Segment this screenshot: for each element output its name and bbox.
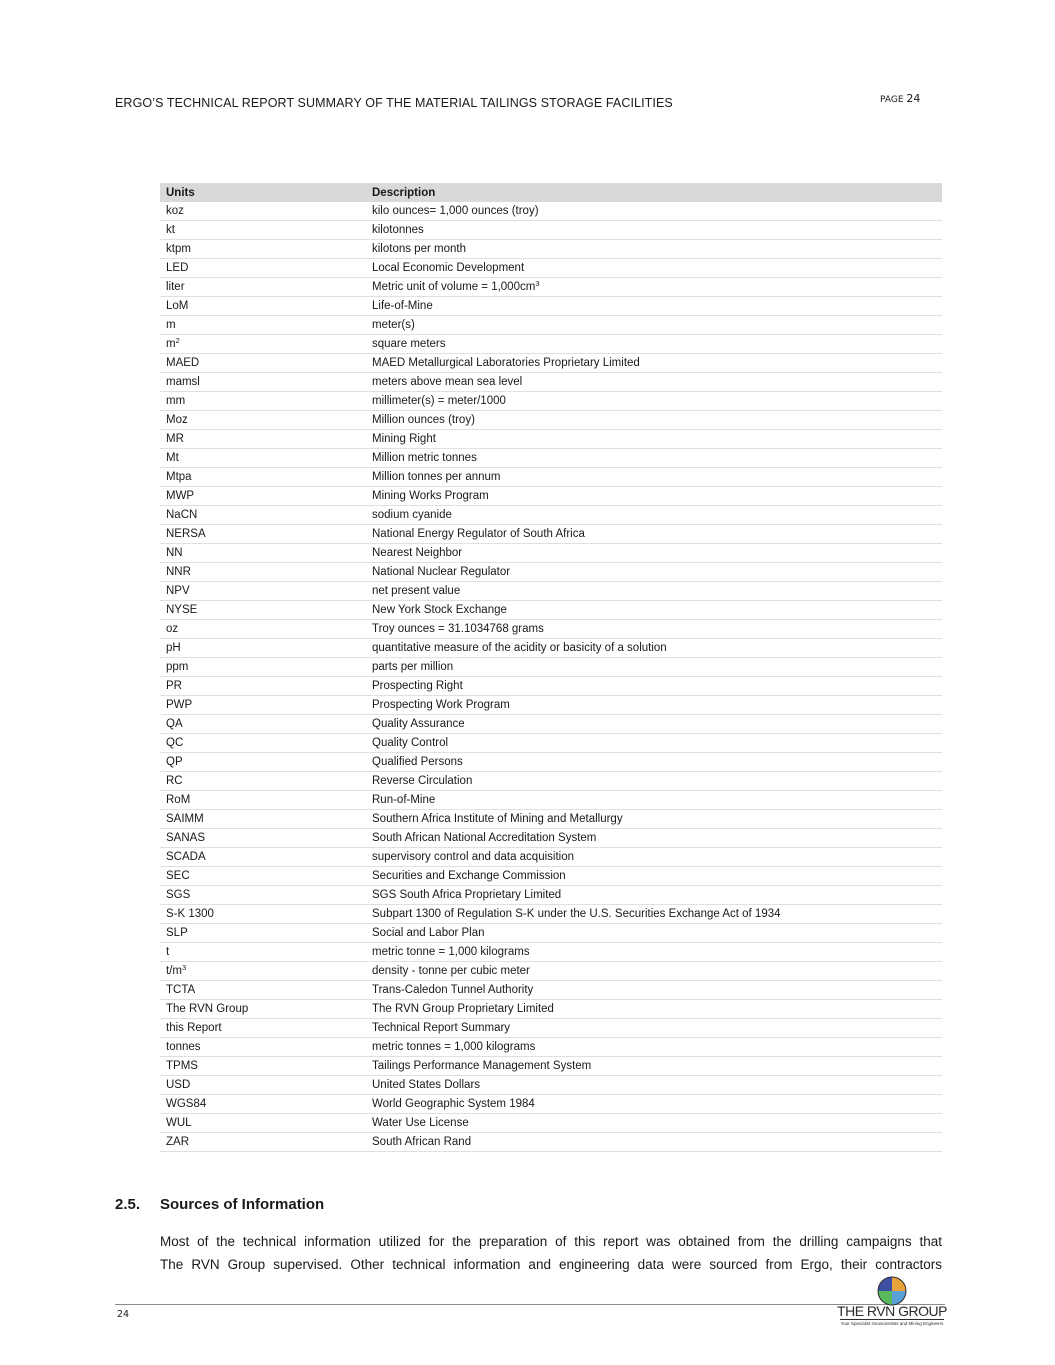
unit-cell [160,335,366,354]
unit-text: koz [166,205,184,217]
table-row [160,791,942,810]
description-cell [366,1114,942,1133]
units-table-body [160,202,942,1152]
description-cell [366,1095,942,1114]
description-text: SGS South Africa Proprietary Limited [372,889,562,901]
description-text: Trans-Caledon Tunnel Authority [372,984,534,996]
unit-cell [160,753,366,772]
footer-page-number: 24 [117,1309,130,1320]
table-row [160,582,942,601]
description-cell [366,506,942,525]
description-text: meter(s) [372,319,415,331]
footer-divider [115,1304,945,1305]
unit-cell [160,639,366,658]
unit-cell [160,563,366,582]
description-text: Tailings Performance Management System [372,1060,592,1072]
unit-text: TCTA [166,984,196,996]
table-row [160,506,942,525]
table-row [160,943,942,962]
description-text: Life-of-Mine [372,300,433,312]
unit-cell [160,601,366,620]
page-label [880,92,920,105]
unit-text: this Report [166,1022,222,1034]
description-cell [366,563,942,582]
table-row [160,1076,942,1095]
unit-cell [160,867,366,886]
table-row [160,1114,942,1133]
unit-cell [160,259,366,278]
unit-text: SEC [166,870,190,882]
unit-cell [160,354,366,373]
unit-text: QC [166,737,184,749]
unit-cell [160,316,366,335]
description-text: Social and Labor Plan [372,927,485,939]
description-text: metric tonnes = 1,000 kilograms [372,1041,536,1053]
unit-text: SLP [166,927,188,939]
unit-cell [160,449,366,468]
description-text: Nearest Neighbor [372,547,463,559]
description-cell [366,316,942,335]
table-row [160,848,942,867]
section-heading [115,1196,324,1213]
description-text: Subpart 1300 of Regulation S-K under the U.S. Securities Exchange Act of 1934 [372,908,781,920]
unit-cell [160,962,366,981]
unit-cell [160,1095,366,1114]
unit-text: USD [166,1079,191,1091]
description-text: National Energy Regulator of South Africa [372,528,585,540]
table-row [160,696,942,715]
description-cell [366,943,942,962]
description-cell [366,221,942,240]
unit-cell [160,677,366,696]
description-text: Million tonnes per annum [372,471,501,483]
description-cell [366,829,942,848]
unit-cell [160,829,366,848]
table-row [160,202,942,221]
description-cell [366,487,942,506]
unit-cell [160,297,366,316]
table-row [160,1000,942,1019]
unit-text: MR [166,433,184,445]
unit-text: PWP [166,699,193,711]
description-cell [366,734,942,753]
description-cell [366,1057,942,1076]
description-cell [366,867,942,886]
table-row [160,259,942,278]
description-cell [366,810,942,829]
unit-cell [160,506,366,525]
description-cell [366,354,942,373]
table-row [160,639,942,658]
description-text: Water Use License [372,1117,469,1129]
units-column-header: Units [160,183,366,202]
unit-text: mm [166,395,186,407]
description-cell [366,468,942,487]
table-row [160,601,942,620]
unit-cell [160,734,366,753]
description-text: World Geographic System 1984 [372,1098,535,1110]
unit-cell [160,582,366,601]
table-row [160,715,942,734]
table-row [160,905,942,924]
table-row [160,924,942,943]
unit-cell [160,905,366,924]
description-text: MAED Metallurgical Laboratories Proprietary Limited [372,357,640,369]
description-cell [366,392,942,411]
unit-text: TPMS [166,1060,198,1072]
description-text: kilotonnes [372,224,424,236]
table-row [160,810,942,829]
description-cell [366,753,942,772]
table-row [160,335,942,354]
unit-text: NERSA [166,528,206,540]
unit-text: S-K 1300 [166,908,214,920]
unit-cell [160,411,366,430]
description-text: density - tonne per cubic meter [372,965,530,977]
description-text: metric tonne = 1,000 kilograms [372,946,530,958]
page-prefix: PAGE [880,95,904,105]
table-row [160,677,942,696]
description-cell [366,601,942,620]
unit-text: pH [166,642,181,654]
unit-cell [160,715,366,734]
description-cell [366,411,942,430]
table-row [160,886,942,905]
logo-tagline: Your Specialist Geoscientists and Mining Engineers [840,1321,944,1326]
unit-cell [160,392,366,411]
table-row [160,658,942,677]
table-row [160,1133,942,1152]
description-cell [366,886,942,905]
table-row [160,487,942,506]
description-text: Quality Assurance [372,718,465,730]
unit-text: ZAR [166,1136,189,1148]
unit-cell [160,772,366,791]
description-text: Mining Works Program [372,490,489,502]
table-row [160,1095,942,1114]
table-row [160,316,942,335]
description-text: Prospecting Right [372,680,463,692]
unit-text: PR [166,680,182,692]
description-cell [366,639,942,658]
description-text: National Nuclear Regulator [372,566,511,578]
unit-cell [160,430,366,449]
description-text: meters above mean sea level [372,376,523,388]
unit-text: t [166,946,170,958]
description-text: Reverse Circulation [372,775,473,787]
description-text: United States Dollars [372,1079,481,1091]
description-cell [366,240,942,259]
unit-cell [160,202,366,221]
description-text: sodium cyanide [372,509,452,521]
table-row [160,1038,942,1057]
description-cell [366,278,942,297]
description-cell [366,905,942,924]
description-cell [366,335,942,354]
unit-cell [160,791,366,810]
description-text: Million ounces (troy) [372,414,475,426]
table-row [160,468,942,487]
unit-cell [160,240,366,259]
table-row [160,430,942,449]
description-text: New York Stock Exchange [372,604,507,616]
description-text: Technical Report Summary [372,1022,511,1034]
description-text: Million metric tonnes [372,452,477,464]
description-cell [366,772,942,791]
unit-text: NPV [166,585,190,597]
section-number: 2.5. [115,1196,141,1213]
table-row [160,867,942,886]
description-cell [366,525,942,544]
table-row [160,981,942,1000]
unit-cell [160,696,366,715]
unit-cell [160,1038,366,1057]
unit-text: NYSE [166,604,198,616]
description-text: Local Economic Development [372,262,525,274]
table-row [160,392,942,411]
description-cell [366,696,942,715]
table-row [160,297,942,316]
description-text: Quality Control [372,737,449,749]
table-row [160,1019,942,1038]
unit-text: Mt [166,452,179,464]
unit-superscript: 2 [175,336,180,345]
description-cell [366,981,942,1000]
unit-cell [160,221,366,240]
unit-text: liter [166,281,185,293]
unit-text: SGS [166,889,191,901]
unit-text: QP [166,756,183,768]
description-text: kilotons per month [372,243,466,255]
unit-superscript: 3 [181,963,187,972]
table-row [160,449,942,468]
unit-text: NaCN [166,509,198,521]
table-row [160,829,942,848]
description-cell [366,297,942,316]
unit-text: t/m [166,965,182,977]
description-cell [366,1019,942,1038]
unit-cell [160,981,366,1000]
pie-globe-icon [877,1276,907,1306]
description-text: kilo ounces= 1,000 ounces (troy) [372,205,539,217]
description-text: net present value [372,585,461,597]
unit-text: SANAS [166,832,205,844]
unit-text: oz [166,623,179,635]
paragraph-line: Most of the technical information utilized for the preparation of this report was obtained from the drilling campaigns that [160,1234,942,1249]
description-column-header: Description [366,183,942,202]
section-title: Sources of Information [160,1196,325,1213]
description-cell [366,715,942,734]
table-row [160,525,942,544]
unit-text: LED [166,262,189,274]
unit-cell [160,1114,366,1133]
description-text: square meters [372,338,446,350]
description-text: Prospecting Work Program [372,699,510,711]
unit-text: WUL [166,1117,192,1129]
description-cell [366,1076,942,1095]
description-text: millimeter(s) = meter/1000 [372,395,506,407]
unit-cell [160,943,366,962]
unit-text: RoM [166,794,191,806]
unit-text: QA [166,718,183,730]
unit-cell [160,373,366,392]
description-text: Troy ounces = 31.1034768 grams [372,623,544,635]
unit-text: Moz [166,414,188,426]
unit-text: mamsl [166,376,200,388]
logo-name: THE RVN GROUP [832,1303,952,1319]
unit-cell [160,544,366,563]
description-cell [366,962,942,981]
table-row [160,620,942,639]
unit-text: WGS84 [166,1098,207,1110]
unit-cell [160,1057,366,1076]
unit-cell [160,487,366,506]
unit-text: RC [166,775,183,787]
section-paragraph [160,1230,942,1276]
table-row [160,772,942,791]
unit-text: SCADA [166,851,206,863]
description-cell [366,582,942,601]
table-row [160,411,942,430]
unit-cell [160,924,366,943]
description-text: South African National Accreditation System [372,832,597,844]
table-header-row [160,183,942,202]
description-cell [366,259,942,278]
table-row [160,563,942,582]
unit-cell [160,810,366,829]
description-text: Metric unit of volume = 1,000cm [372,281,536,293]
unit-cell [160,620,366,639]
unit-cell [160,278,366,297]
paragraph-line: The RVN Group supervised. Other technical information and engineering data were sourced from Ergo, their contractors [160,1257,942,1272]
table-row [160,354,942,373]
unit-cell [160,1019,366,1038]
page-number: 24 [906,92,921,105]
description-cell [366,1133,942,1152]
description-cell [366,620,942,639]
table-row [160,373,942,392]
unit-cell [160,1133,366,1152]
unit-text: Mtpa [166,471,192,483]
table-row [160,1057,942,1076]
description-cell [366,924,942,943]
unit-text: NN [166,547,183,559]
table-row [160,221,942,240]
description-cell [366,449,942,468]
unit-text: NNR [166,566,191,578]
description-text: parts per million [372,661,454,673]
rvn-group-logo [832,1276,952,1328]
units-table [160,183,942,1152]
unit-text: ppm [166,661,189,673]
description-cell [366,677,942,696]
table-row [160,734,942,753]
description-cell [366,544,942,563]
unit-text: m [166,319,176,331]
unit-cell [160,658,366,677]
unit-text: kt [166,224,175,236]
unit-cell [160,525,366,544]
description-cell [366,430,942,449]
description-text: Run-of-Mine [372,794,436,806]
description-text: quantitative measure of the acidity or basicity of a solution [372,642,667,654]
unit-cell [160,848,366,867]
table-row [160,278,942,297]
unit-cell [160,886,366,905]
description-cell [366,848,942,867]
description-text: supervisory control and data acquisition [372,851,575,863]
unit-text: MWP [166,490,195,502]
table-row [160,240,942,259]
unit-text: SAIMM [166,813,204,825]
description-cell [366,1000,942,1019]
table-row [160,544,942,563]
unit-text: ktpm [166,243,191,255]
description-cell [366,658,942,677]
description-text: South African Rand [372,1136,472,1148]
description-superscript: 3 [535,279,540,288]
unit-cell [160,1076,366,1095]
unit-cell [160,1000,366,1019]
report-title: ERGO’S TECHNICAL REPORT SUMMARY OF THE MATERIAL TAILINGS STORAGE FACILITIES [115,96,673,110]
unit-text: m [166,338,176,350]
description-cell [366,1038,942,1057]
description-text: Securities and Exchange Commission [372,870,566,882]
unit-text: LoM [166,300,189,312]
description-text: Mining Right [372,433,436,445]
description-cell [366,791,942,810]
description-cell [366,202,942,221]
description-text: Southern Africa Institute of Mining and Metallurgy [372,813,623,825]
description-text: The RVN Group Proprietary Limited [372,1003,554,1015]
unit-cell [160,468,366,487]
table-row [160,962,942,981]
unit-text: MAED [166,357,200,369]
unit-text: The RVN Group [166,1003,249,1015]
description-cell [366,373,942,392]
unit-text: tonnes [166,1041,201,1053]
table-row [160,753,942,772]
description-text: Qualified Persons [372,756,463,768]
